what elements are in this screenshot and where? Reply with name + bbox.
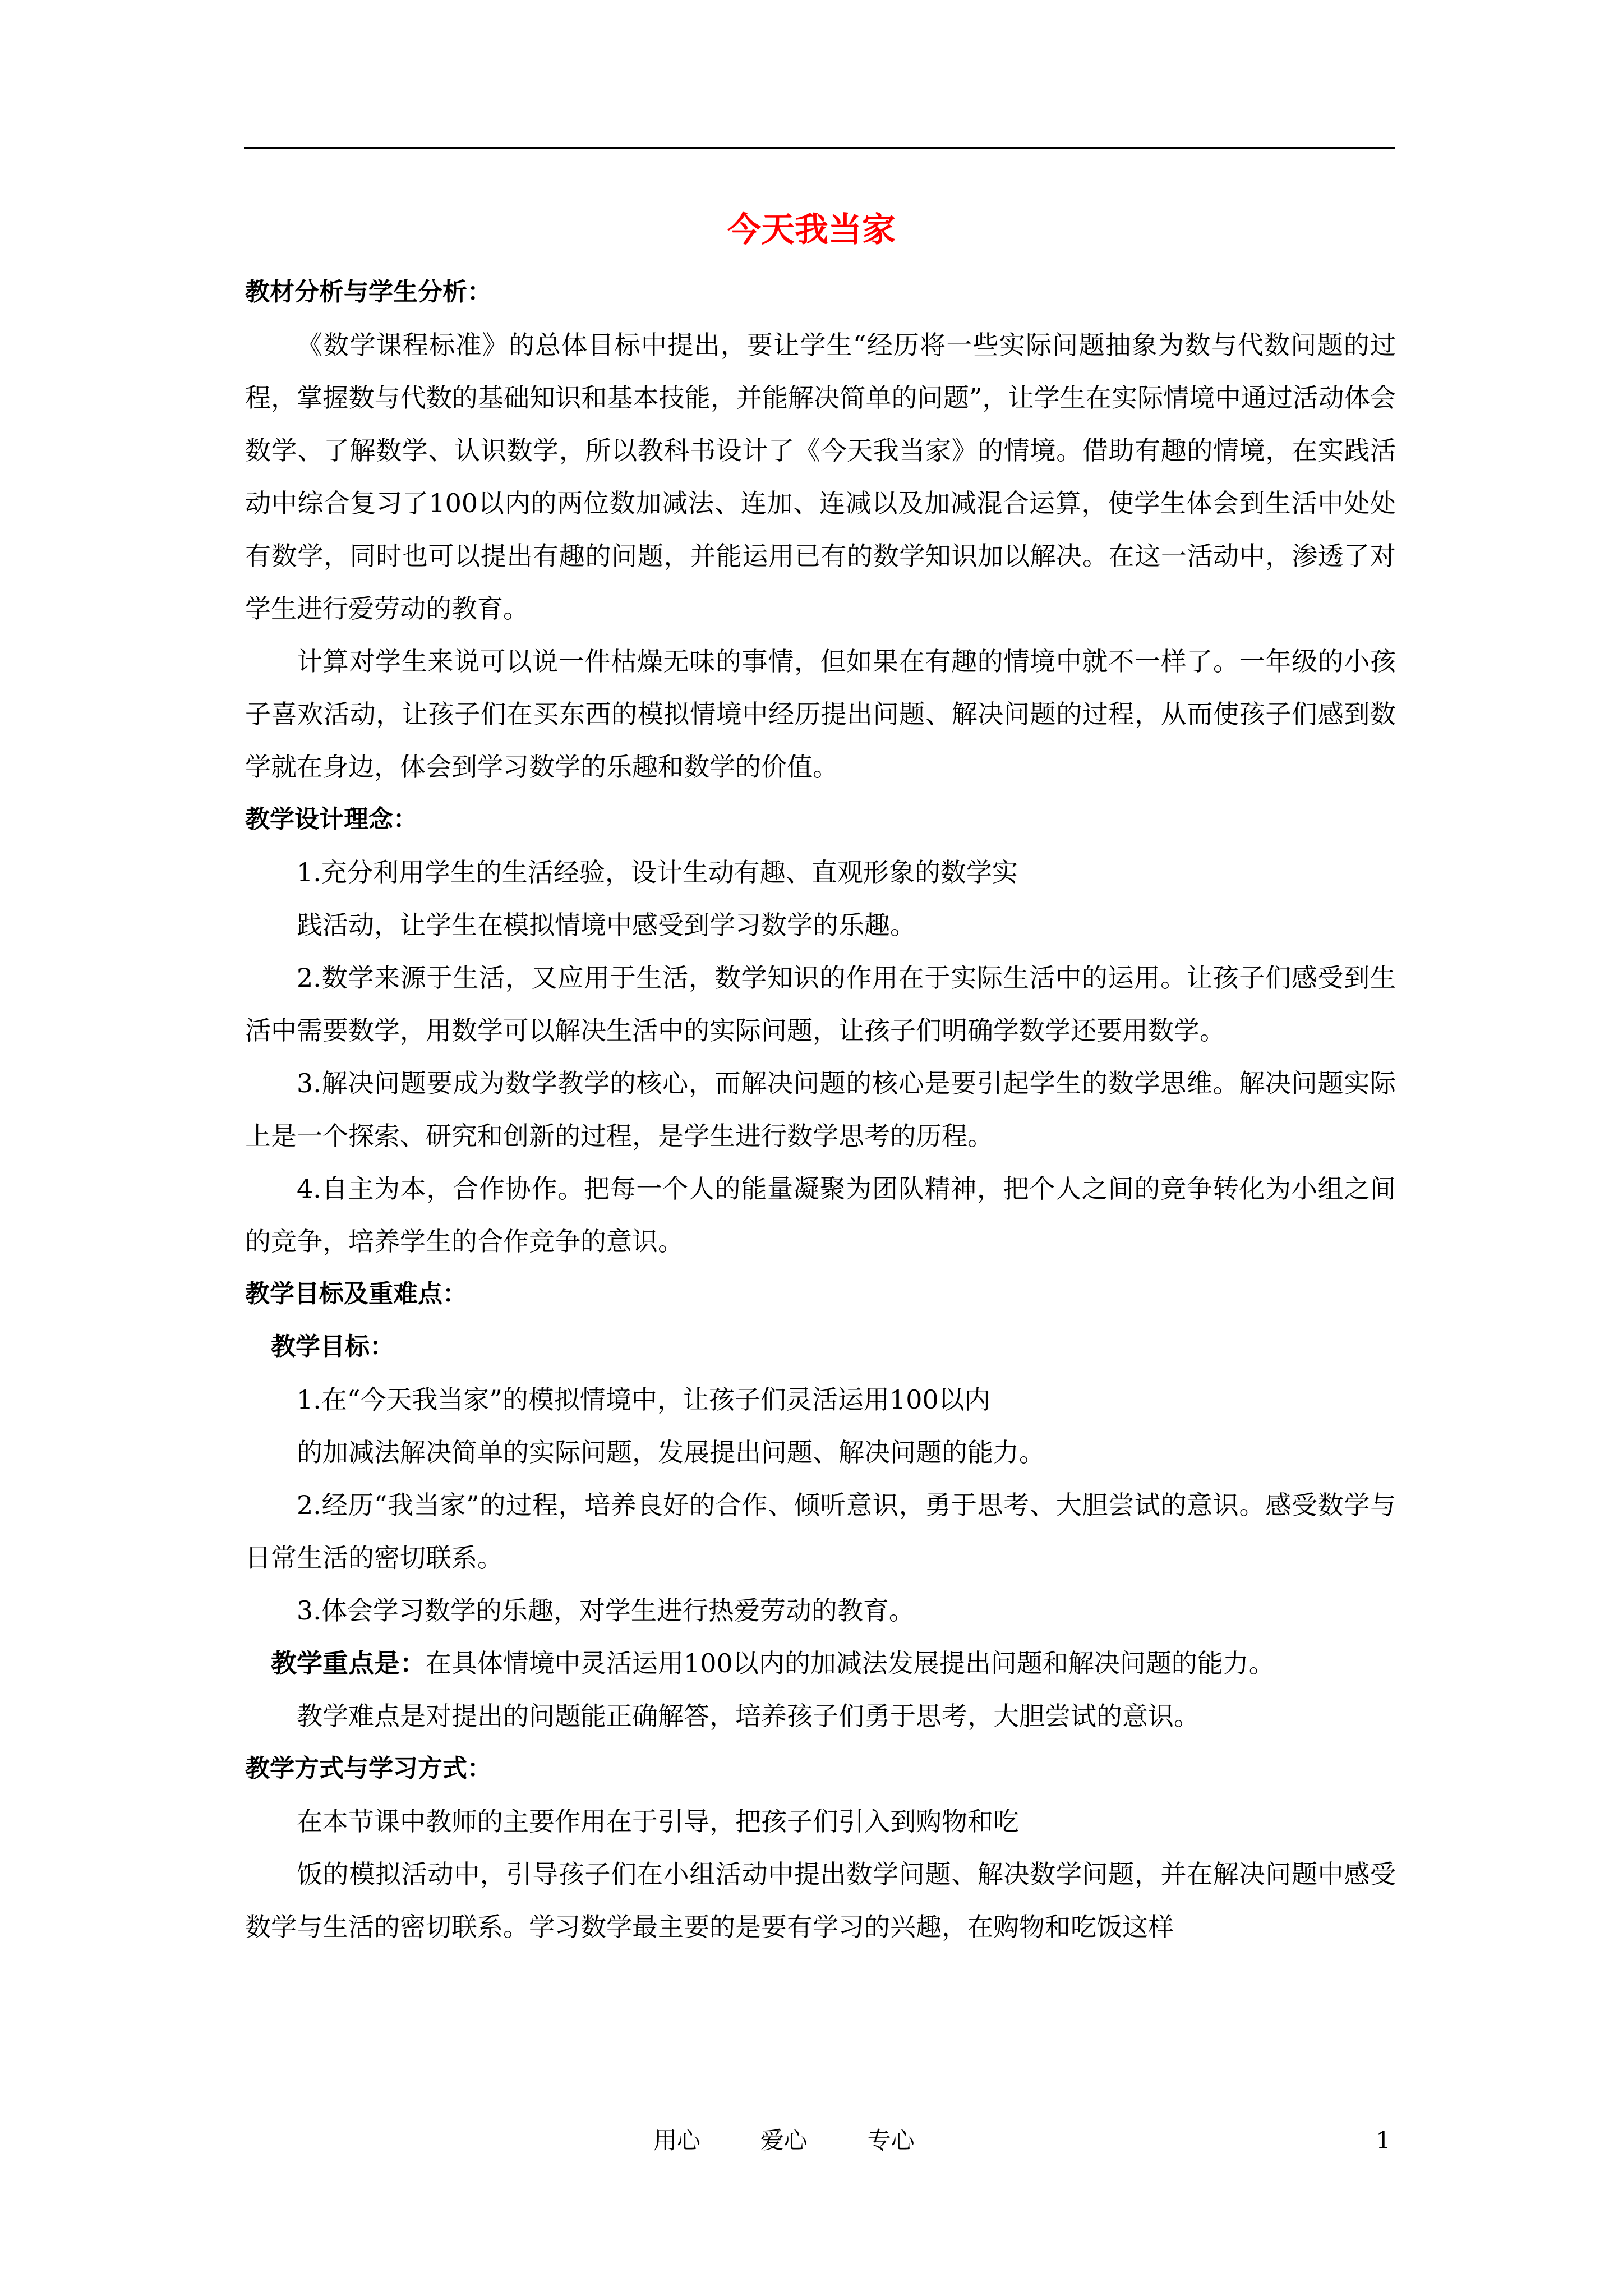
list-item: 3.体会学习数学的乐趣，对学生进行热爱劳动的教育。 <box>297 1595 915 1626</box>
document-body <box>245 266 1396 1953</box>
key-point-label: 教学重点是： <box>271 1648 426 1678</box>
paragraph: 《数学课程标准》的总体目标中提出，要让学生“经历将一些实际问题抽象为数与代数问题的过程，掌握数与代数的基础知识和基本技能，并能解决简单的问题”，让学生在实际情境中通过活动体会数学、了解数学、认识数学，所以教科书设计了《今天我当家》的情境。借助有趣的情境，在实践活动中综合复习了100以内的两位数加减法、连加、连减以及加减混合运算，使学生体会到生活中处处有数学，同时也可以提出有趣的问题，并能运用已有的数学知识加以解决。在这一活动中，渗透了对学生进行爱劳动的教育。 <box>245 330 1396 624</box>
section-heading-design-concept: 教学设计理念： <box>245 805 418 834</box>
paragraph-continuation: 饭的模拟活动中，引导孩子们在小组活动中提出数学问题、解决数学问题，并在解决问题中感受数学与生活的密切联系。学习数学最主要的是要有学习的兴趣，在购物和吃饭这样 <box>245 1859 1396 1942</box>
document-title: 今天我当家 <box>727 210 896 250</box>
paragraph: 计算对学生来说可以说一件枯燥无味的事情，但如果在有趣的情境中就不一样了。一年级的小孩子喜欢活动，让孩子们在买东西的模拟情境中经历提出问题、解决问题的过程，从而使孩子们感到数学就在身边，体会到学习数学的乐趣和数学的价值。 <box>245 646 1396 782</box>
list-item: 2.经历“我当家”的过程，培养良好的合作、倾听意识，勇于思考、大胆尝试的意识。感受数学与日常生活的密切联系。 <box>245 1490 1396 1573</box>
section-heading-goals: 教学目标及重难点： <box>245 1280 467 1308</box>
list-item: 1.在“今天我当家”的模拟情境中，让孩子们灵活运用100以内 <box>297 1384 990 1415</box>
paragraph: 在本节课中教师的主要作用在于引导，把孩子们引入到购物和吃 <box>297 1806 1019 1837</box>
list-item: 2.数学来源于生活，又应用于生活，数学知识的作用在于实际生活中的运用。让孩子们感受到生活中需要数学，用数学可以解决生活中的实际问题，让孩子们明确学数学还要用数学。 <box>245 963 1396 1046</box>
page-footer <box>0 2118 1623 2163</box>
list-item: 4.自主为本，合作协作。把每一个人的能量凝聚为团队精神，把个人之间的竞争转化为小组之间的竞争，培养学生的合作竞争的意识。 <box>245 1174 1396 1257</box>
list-item: 1.充分利用学生的生活经验，设计生动有趣、直观形象的数学实 <box>297 857 1018 887</box>
section-heading-methods: 教学方式与学习方式： <box>245 1754 492 1783</box>
page-number: 1 <box>1376 2127 1391 2154</box>
list-item-continuation: 的加减法解决简单的实际问题，发展提出问题、解决问题的能力。 <box>297 1437 1045 1467</box>
header-rule <box>244 147 1395 149</box>
difficult-point: 教学难点是对提出的问题能正确解答，培养孩子们勇于思考，大胆尝试的意识。 <box>297 1701 1200 1731</box>
list-item: 3.解决问题要成为数学教学的核心，而解决问题的核心是要引起学生的数学思维。解决问题实际上是一个探索、研究和创新的过程，是学生进行数学思考的历程。 <box>245 1068 1396 1151</box>
footer-motto: 用心 爱心 专心 <box>653 2127 915 2154</box>
subheading-teaching-goals: 教学目标： <box>271 1332 394 1361</box>
key-point-text: 在具体情境中灵活运用100以内的加减法发展提出问题和解决问题的能力。 <box>426 1648 1275 1678</box>
key-point <box>245 1637 1396 1690</box>
list-item-continuation: 践活动，让学生在模拟情境中感受到学习数学的乐趣。 <box>297 910 916 940</box>
section-heading-materials-analysis: 教材分析与学生分析： <box>245 278 492 306</box>
